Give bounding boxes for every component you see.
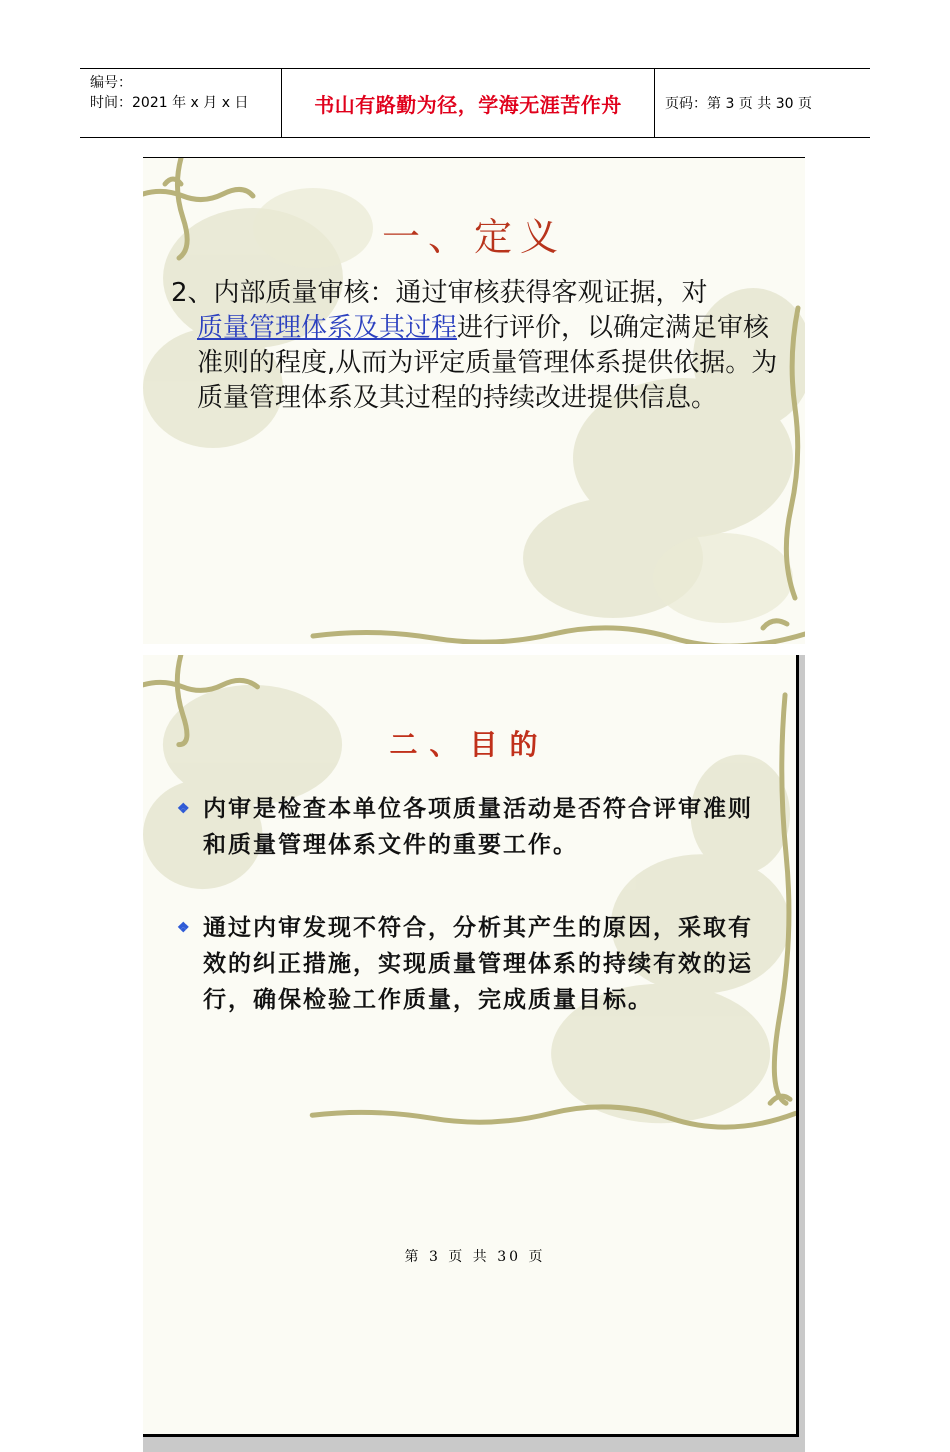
time-label: 时间：2021 年 x 月 x 日 [90, 95, 249, 111]
slide-definition [143, 158, 805, 644]
list-item [177, 791, 767, 863]
slide-title: 一、定义 [381, 215, 566, 259]
document-header [80, 68, 870, 138]
slide-purpose-frame [143, 655, 805, 1452]
qms-link[interactable]: 质量管理体系及其过程 [197, 313, 458, 343]
header-meta [80, 69, 282, 137]
list-item-text: 通过内审发现不符合，分析其产生的原因，采取有效的纠正措施，实现质量管理体系的持续有效的运行，确保检验工作质量，完成质量目标。 [203, 914, 753, 1013]
definition-rest: 进行评价，以确定满足审核准则的程度,从而为评定质量管理体系提供依据。为质量管理体系及其过程的持续改进提供信息。 [197, 313, 778, 413]
list-item [177, 910, 767, 1018]
header-page-info: 页码：第 3 页 共 30 页 [665, 96, 812, 112]
header-motto: 书山有路勤为径，学海无涯苦作舟 [282, 69, 655, 137]
definition-paragraph [171, 276, 781, 416]
diamond-bullet-icon: ❖ [177, 920, 192, 936]
page-footer: 第 3 页 共 30 页 [404, 1249, 546, 1265]
definition-lead: 2、内部质量审核：通过审核获得客观证据，对 [171, 278, 708, 308]
diamond-bullet-icon: ❖ [177, 801, 192, 817]
slide-purpose [143, 655, 799, 1437]
floral-vine-decoration [143, 655, 796, 1434]
number-label: 编号： [90, 75, 132, 91]
list-item-text: 内审是检查本单位各项质量活动是否符合评审准则和质量管理体系文件的重要工作。 [203, 795, 753, 858]
slide-title: 二、目的 [389, 728, 550, 761]
definition-body [171, 311, 781, 416]
